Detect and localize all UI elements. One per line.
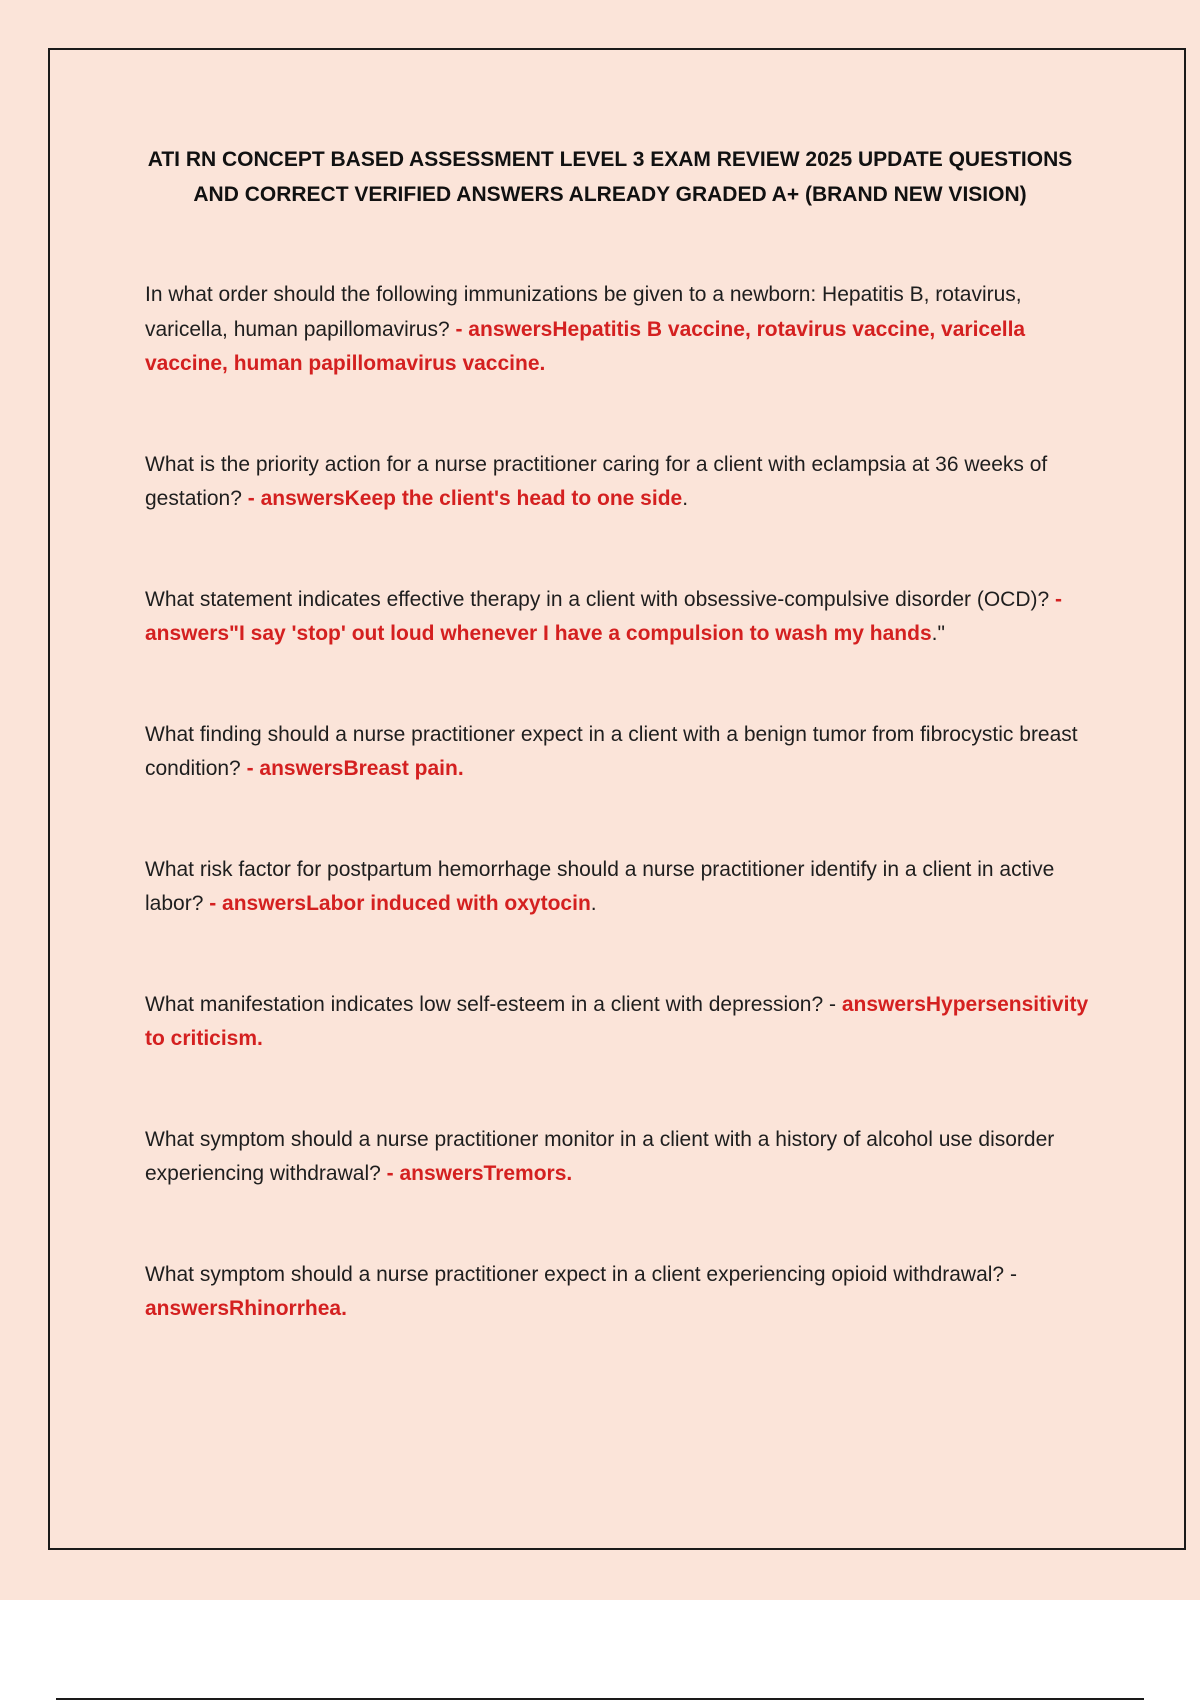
answer-text: - answersTremors. xyxy=(386,1162,573,1185)
question-text: What statement indicates effective therapy in a client with obsessive-compulsive disorder (OCD)? xyxy=(145,587,1056,611)
answer-text: - answersKeep the client's head to one side xyxy=(247,487,683,510)
answer-tail: ." xyxy=(931,622,945,645)
qa-item xyxy=(145,583,1090,652)
question-text: In what order should the following immunizations be given to a newborn: Hepatitis B, rotavirus, varicella, human papillomavirus? xyxy=(145,283,1022,341)
answer-text: - answersBreast pain. xyxy=(246,757,464,780)
qa-item xyxy=(145,1123,1090,1192)
qa-item xyxy=(145,718,1090,787)
qa-item xyxy=(145,988,1090,1057)
answer-text: - answersLabor induced with oxytocin xyxy=(209,892,591,915)
answer-tail: . xyxy=(682,487,689,510)
answer-tail: . xyxy=(590,892,597,915)
question-text: What is the priority action for a nurse practitioner caring for a client with eclampsia at 36 weeks of gestation? xyxy=(145,452,1048,510)
qa-item xyxy=(145,448,1090,517)
question-text: What symptom should a nurse practitioner expect in a client experiencing opioid withdrawal? - xyxy=(145,1262,1017,1286)
question-text: What risk factor for postpartum hemorrhage should a nurse practitioner identify in a client in active labor? xyxy=(145,857,1055,915)
answer-text: answersRhinorrhea. xyxy=(145,1297,347,1320)
qa-item xyxy=(145,1258,1090,1327)
answer-text: - answersHepatitis B vaccine, rotavirus vaccine, varicella vaccine, human papillomavirus vaccine. xyxy=(145,317,1026,375)
answer-text: - answers"I say 'stop' out loud whenever I have a compulsion to wash my hands xyxy=(145,587,1063,645)
question-text: What finding should a nurse practitioner expect in a client with a benign tumor from fibrocystic breast condition? xyxy=(145,722,1078,780)
document-title: ATI RN CONCEPT BASED ASSESSMENT LEVEL 3 EXAM REVIEW 2025 UPDATE QUESTIONS AND CORRECT VERIFIED ANSWERS ALREADY GRADED A+ (BRAND NEW VISION) xyxy=(147,148,1073,206)
answer-text: answersHypersensitivity to criticism. xyxy=(145,992,1089,1050)
qa-item xyxy=(145,853,1090,922)
question-text: What symptom should a nurse practitioner monitor in a client with a history of alcohol use disorder experiencing withdrawal? xyxy=(145,1127,1055,1185)
question-text: What manifestation indicates low self-esteem in a client with depression? - xyxy=(145,992,842,1016)
qa-list xyxy=(145,278,1090,1348)
qa-item xyxy=(145,278,1090,382)
